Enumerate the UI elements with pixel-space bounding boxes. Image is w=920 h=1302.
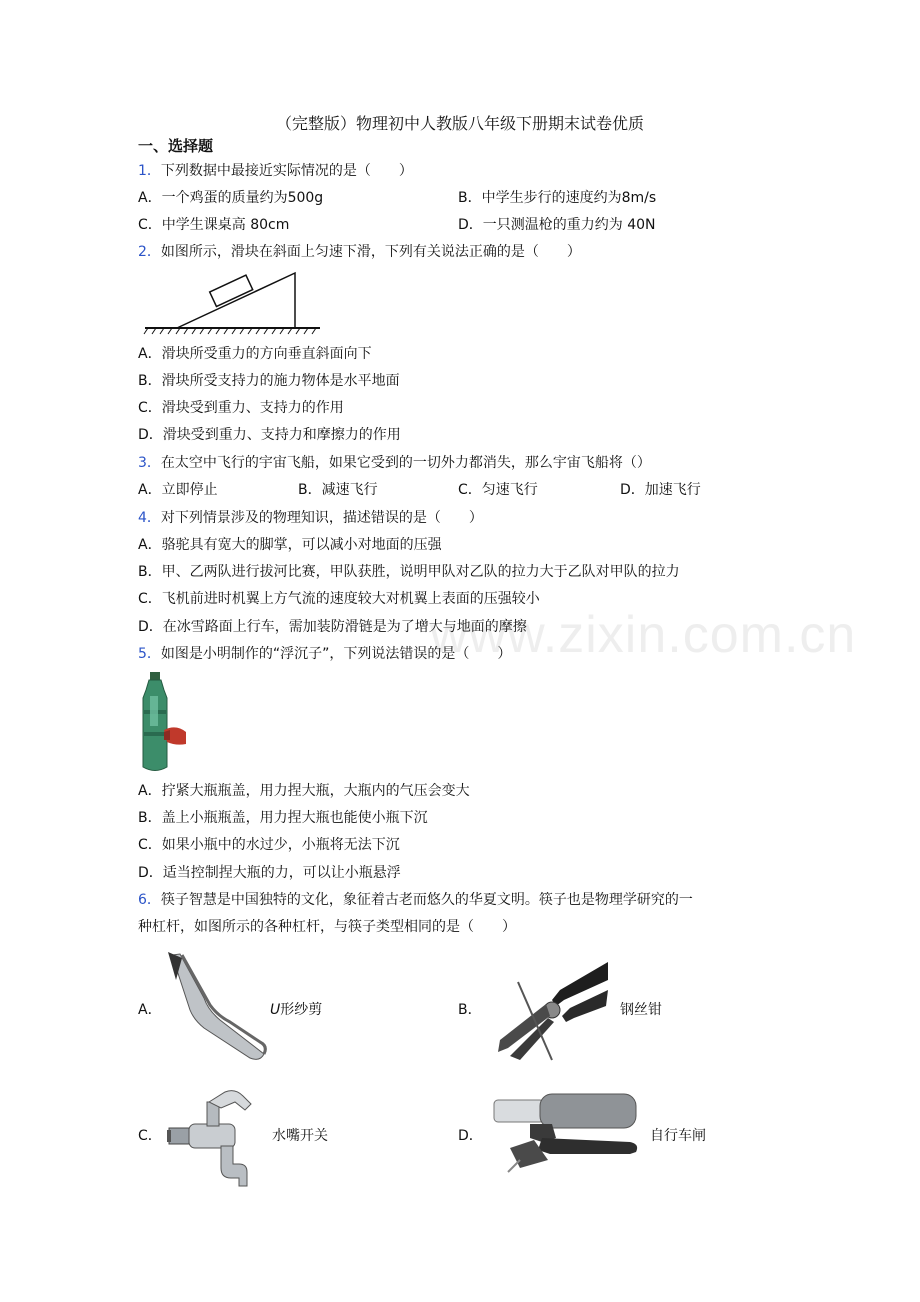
question-stem: 如图所示，滑块在斜面上匀速下滑，下列有关说法正确的是（ ） [160, 244, 581, 260]
option-c: C．滑块受到重力、支持力的作用 [138, 400, 344, 416]
page-title: （完整版）物理初中人教版八年级下册期末试卷优质 [275, 114, 644, 133]
caption-text: 形纱剪 [280, 1002, 323, 1018]
bottle-figure [140, 672, 190, 774]
sliding-block [210, 275, 253, 306]
incline-figure [140, 268, 325, 338]
question-number: 3． [138, 455, 161, 471]
option-c: C．匀速飞行 [458, 482, 538, 498]
question-number: 4． [138, 510, 161, 526]
option-b: B．滑块所受支持力的施力物体是水平地面 [138, 373, 400, 389]
option-d: D．一只测温枪的重力约为 40N [458, 217, 656, 233]
option-d: D．滑块受到重力、支持力和摩擦力的作用 [138, 427, 401, 443]
faucet-image [165, 1088, 265, 1188]
option-c: C．中学生课桌高 80cm [138, 217, 290, 233]
u-scissors-image [160, 950, 270, 1065]
question-number: 2． [138, 244, 161, 260]
wire-pliers-image [490, 960, 610, 1065]
question-stem: 对下列情景涉及的物理知识，描述错误的是（ ） [160, 510, 483, 526]
option-b: B．减速飞行 [298, 482, 378, 498]
question-4 [138, 509, 483, 527]
question-1 [138, 162, 413, 180]
section-heading: 一、选择题 [138, 137, 214, 155]
option-a: A．立即停止 [138, 482, 218, 498]
option-b: B．盖上小瓶瓶盖，用力捏大瓶也能使小瓶下沉 [138, 810, 428, 826]
option-b-letter: B． [458, 1002, 482, 1018]
question-5 [138, 645, 511, 663]
option-c: C．飞机前进时机翼上方气流的速度较大对机翼上表面的压强较小 [138, 591, 540, 607]
question-number: 5． [138, 646, 161, 662]
option-a: A．滑块所受重力的方向垂直斜面向下 [138, 346, 372, 362]
question-3 [138, 454, 651, 472]
option-c-letter: C． [138, 1128, 162, 1144]
bike-brake-image [490, 1090, 640, 1185]
watermark: www.zixin.com.cn [430, 606, 857, 664]
option-c: C．如果小瓶中的水过少，小瓶将无法下沉 [138, 837, 400, 853]
question-6 [138, 891, 693, 909]
question-stem: 如图是小明制作的“浮沉子”，下列说法错误的是（ ） [160, 646, 512, 662]
question-stem: 下列数据中最接近实际情况的是（ ） [160, 163, 413, 179]
option-d: D．在冰雪路面上行车，需加装防滑链是为了增大与地面的摩擦 [138, 619, 527, 635]
option-b: B．中学生步行的速度约为8m/s [458, 190, 657, 206]
option-a: A．骆驼具有宽大的脚掌，可以减小对地面的压强 [138, 537, 442, 553]
option-c-caption: 水嘴开关 [272, 1128, 328, 1144]
option-d-caption: 自行车闸 [650, 1128, 706, 1144]
question-stem-line2: 种杠杆，如图所示的各种杠杆，与筷子类型相同的是（ ） [138, 919, 516, 935]
option-a-caption [270, 1001, 322, 1019]
question-number: 1． [138, 163, 161, 179]
question-stem: 在太空中飞行的宇宙飞船，如果它受到的一切外力都消失，那么宇宙飞船将（） [160, 455, 651, 471]
option-d-letter: D． [458, 1128, 483, 1144]
option-d: D．适当控制捏大瓶的力，可以让小瓶悬浮 [138, 865, 401, 881]
caption-italic: U [270, 1002, 281, 1018]
option-a: A．一个鸡蛋的质量约为500g [138, 190, 324, 206]
option-b: B．甲、乙两队进行拔河比赛，甲队获胜，说明甲队对乙队的拉力大于乙队对甲队的拉力 [138, 564, 680, 580]
question-stem: 筷子智慧是中国独特的文化，象征着古老而悠久的华夏文明。筷子也是物理学研究的一 [160, 892, 693, 908]
option-a: A．拧紧大瓶瓶盖，用力捏大瓶，大瓶内的气压会变大 [138, 783, 470, 799]
option-d: D．加速飞行 [620, 482, 701, 498]
option-b-caption: 钢丝钳 [620, 1002, 662, 1018]
question-2 [138, 243, 581, 261]
option-a-letter: A． [138, 1002, 162, 1018]
question-number: 6． [138, 892, 161, 908]
